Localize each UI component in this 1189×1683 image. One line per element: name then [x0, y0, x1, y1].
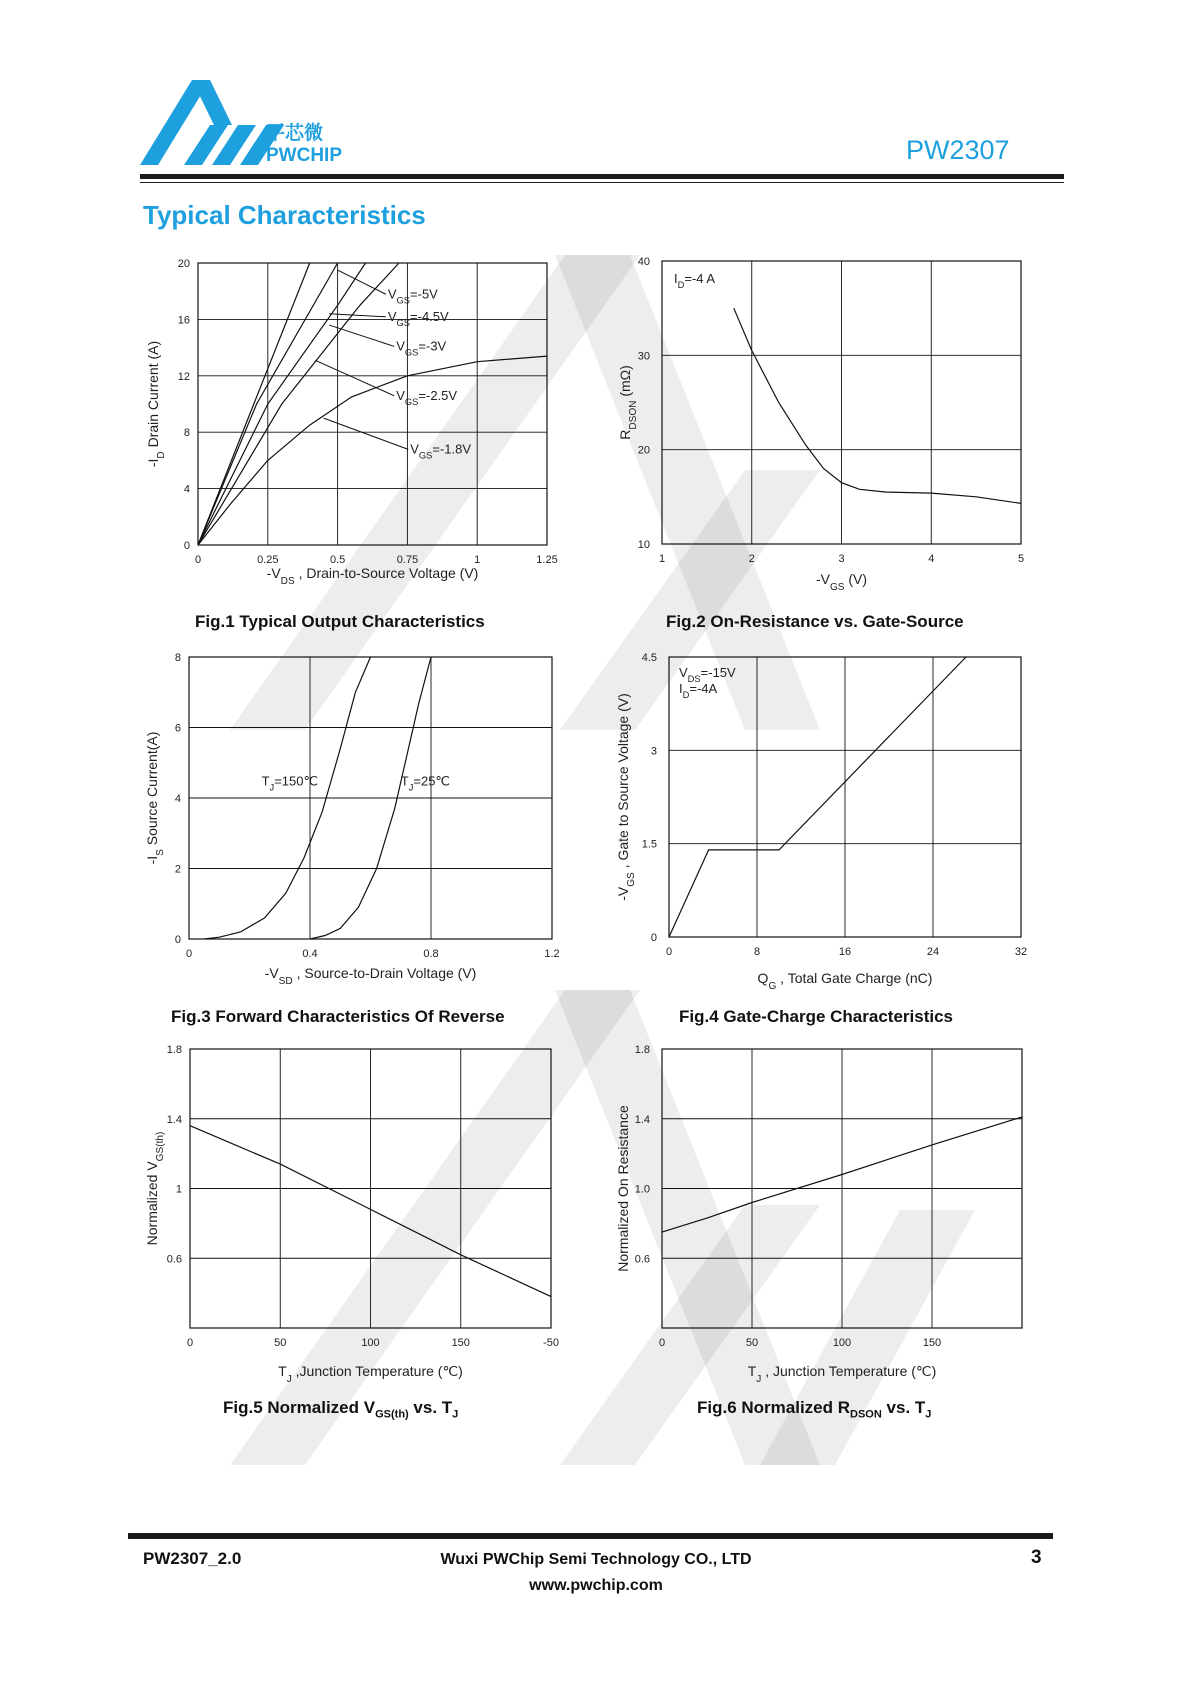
- x-tick-label: 0.8: [423, 948, 439, 960]
- x-tick-label: 32: [1014, 946, 1028, 958]
- x-tick-label: 0: [185, 948, 193, 960]
- y-tick-label: 1.5: [641, 838, 657, 851]
- caption-fig1: Fig.1 Typical Output Characteristics: [195, 612, 485, 631]
- y-tick-label: 4: [174, 793, 181, 805]
- header-rule-thin: [140, 182, 1064, 183]
- caption-fig6-sub: DSON: [850, 1408, 882, 1421]
- x-axis-label: $Q_G$ , Total Gate Charge (nC): [757, 970, 933, 992]
- y-axis-label: $R_{DSON}$ (mΩ): [617, 365, 639, 440]
- series-label: $T_J=150℃$: [261, 773, 319, 793]
- header-rule: [140, 174, 1064, 179]
- series-label: $V_{GS}=-2.5V$: [396, 387, 458, 407]
- x-tick-label: 0.4: [302, 948, 318, 960]
- series-label: $V_{GS}=-1.8V$: [410, 441, 472, 461]
- footer-company: Wuxi PWChip Semi Technology CO., LTD: [440, 1551, 752, 1568]
- x-tick-label: 8: [753, 946, 761, 958]
- annotation-label: $I_D=-4$ A: [674, 271, 716, 290]
- y-tick-label: 30: [637, 350, 650, 363]
- footer-page-number: 3: [1031, 1547, 1042, 1568]
- y-tick-label: 0.6: [634, 1253, 650, 1266]
- footer-doc-id: PW2307_2.0: [143, 1549, 242, 1568]
- y-tick-label: 20: [637, 444, 650, 457]
- part-number: PW2307: [906, 135, 1010, 165]
- x-tick-label: 0.75: [396, 554, 419, 566]
- series-label: $V_{GS}=-4.5V$: [387, 308, 449, 328]
- series-label: $V_{GS}=-3V$: [396, 338, 447, 358]
- y-axis-label: $-V_{GS}$ , Gate to Source Voltage (V): [615, 693, 637, 901]
- section-title: Typical Characteristics: [143, 200, 426, 230]
- caption-fig5-text: Fig.5 Normalized V: [223, 1398, 376, 1417]
- y-tick-label: 1: [175, 1183, 182, 1196]
- y-tick-label: 1.4: [166, 1113, 182, 1126]
- x-tick-label: 100: [361, 1337, 380, 1349]
- x-axis-label: $T_J$ ,Junction Temperature (℃): [278, 1363, 463, 1385]
- y-tick-label: 1.8: [634, 1044, 650, 1056]
- caption-fig6-sub2: J: [925, 1408, 932, 1421]
- x-tick-label: 50: [745, 1337, 759, 1349]
- x-tick-label: 0.5: [329, 554, 346, 566]
- x-tick-label: 150: [451, 1337, 470, 1349]
- x-axis-label: $-V_{DS}$ , Drain-to-Source Voltage (V): [266, 565, 479, 587]
- x-tick-label: 2: [748, 553, 755, 565]
- footer-rule: [128, 1533, 1053, 1539]
- brand-name-cn: 平芯微: [266, 123, 324, 144]
- annotation-label: $V_{DS}=-15V$: [679, 665, 736, 684]
- caption-fig3: Fig.3 Forward Characteristics Of Reverse: [171, 1007, 505, 1026]
- x-tick-label: 100: [832, 1337, 852, 1349]
- x-tick-label: 1.2: [544, 948, 560, 960]
- series-label: $V_{GS}=-5V$: [387, 286, 438, 306]
- x-tick-label: 1: [474, 554, 481, 566]
- caption-fig5-sub2: J: [452, 1408, 459, 1421]
- y-tick-label: 12: [177, 370, 190, 383]
- footer-website[interactable]: www.pwchip.com: [529, 1577, 663, 1594]
- y-tick-label: 20: [177, 258, 190, 270]
- y-axis-label: Normalized $V_{GS(th)}$: [144, 1131, 166, 1246]
- y-tick-label: 1.4: [634, 1113, 650, 1126]
- x-tick-label: 0: [665, 946, 673, 958]
- x-tick-label: 1.25: [536, 554, 558, 566]
- y-tick-label: 0.6: [166, 1253, 182, 1266]
- y-tick-label: 2: [174, 863, 181, 876]
- x-tick-label: 16: [838, 946, 852, 958]
- y-tick-label: 4: [183, 483, 190, 496]
- y-tick-label: 16: [177, 314, 190, 327]
- y-axis-label: $-I_S$ Source Current(A): [144, 731, 166, 865]
- annotation-label: $I_D=-4A$: [679, 681, 718, 700]
- x-tick-label: 5: [1017, 553, 1025, 565]
- y-tick-label: 1.8: [166, 1044, 182, 1056]
- y-tick-label: 40: [637, 256, 650, 268]
- x-tick-label: 0: [658, 1337, 666, 1349]
- caption-fig6-text: Fig.6 Normalized R: [697, 1398, 851, 1417]
- y-tick-label: 3: [650, 745, 657, 758]
- y-axis-label: $-I_D$ Drain Current (A): [145, 340, 167, 468]
- y-tick-label: 1.0: [634, 1183, 650, 1196]
- y-axis-label: Normalized On Resistance: [615, 1105, 631, 1272]
- series-label: $T_J=25℃$: [400, 773, 451, 793]
- caption-fig6-text2: vs. T: [881, 1398, 926, 1417]
- y-tick-label: 8: [174, 652, 181, 664]
- y-tick-label: 0: [650, 932, 657, 944]
- x-tick-label: 1: [658, 553, 666, 565]
- caption-fig4: Fig.4 Gate-Charge Characteristics: [679, 1007, 953, 1026]
- x-tick-label: 0: [186, 1337, 194, 1349]
- x-tick-label: 50: [274, 1337, 287, 1349]
- caption-fig5-sub: GS(th): [375, 1408, 409, 1421]
- x-axis-label: $-V_{GS}$ (V): [815, 571, 868, 593]
- caption-fig2: Fig.2 On-Resistance vs. Gate-Source: [666, 612, 964, 631]
- y-tick-label: 6: [174, 722, 181, 735]
- y-tick-label: 0: [174, 934, 181, 946]
- caption-fig5: [223, 1398, 458, 1420]
- y-tick-label: 10: [637, 539, 650, 551]
- x-tick-label: 150: [922, 1337, 942, 1349]
- x-axis-label: $T_J$ , Junction Temperature (℃): [747, 1363, 937, 1385]
- x-tick-label: 0: [194, 554, 202, 566]
- y-tick-label: 0: [183, 540, 190, 552]
- x-tick-label: 4: [928, 553, 935, 565]
- brand-name-en: PWCHIP: [266, 145, 342, 166]
- x-tick-label: -50: [543, 1337, 559, 1349]
- y-tick-label: 4.5: [641, 652, 657, 664]
- caption-fig5-text2: vs. T: [408, 1398, 453, 1417]
- x-axis-label: $-V_{SD}$ , Source-to-Drain Voltage (V): [264, 965, 477, 987]
- caption-fig6: [697, 1398, 931, 1420]
- x-tick-label: 0.25: [257, 554, 279, 566]
- x-tick-label: 3: [838, 553, 845, 565]
- y-tick-label: 8: [183, 427, 190, 440]
- x-tick-label: 24: [926, 946, 940, 958]
